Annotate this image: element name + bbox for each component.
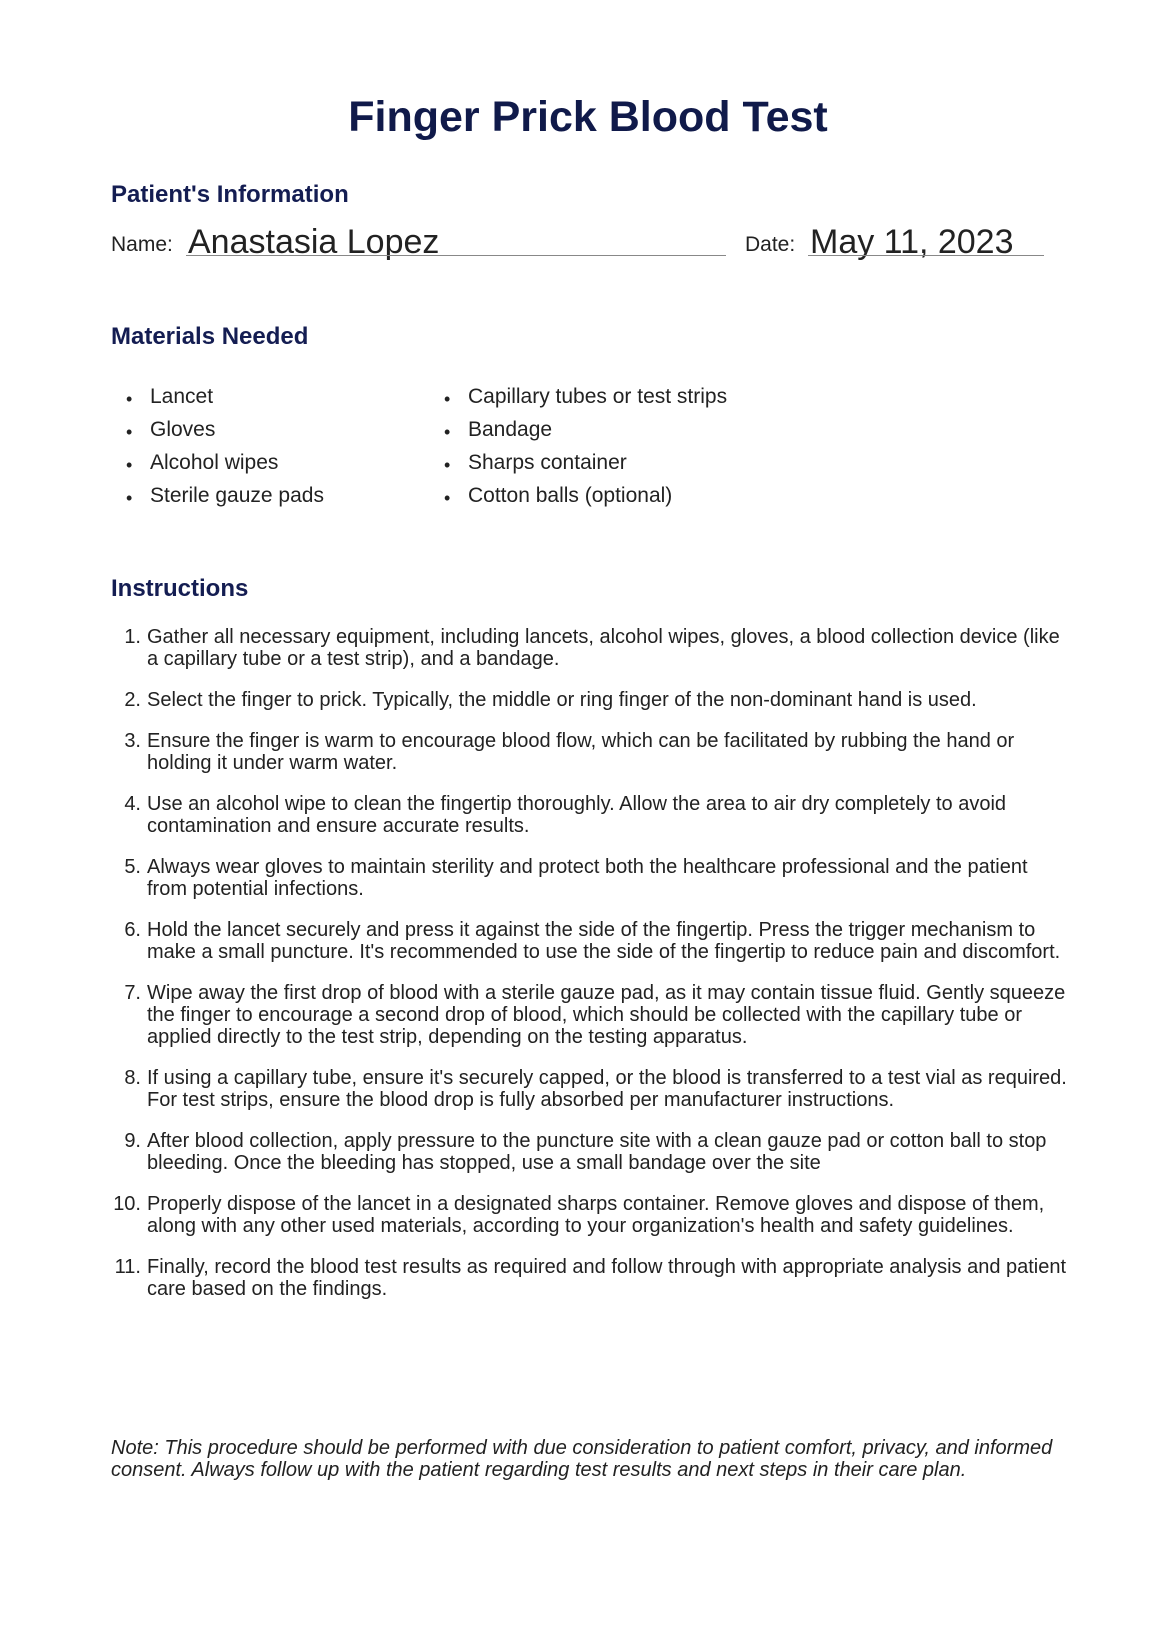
instruction-step (111, 982, 1071, 1048)
step-number: 9. (124, 1130, 141, 1152)
step-text: Properly dispose of the lancet in a designated sharps container. Remove gloves and dispose of them, along with any other used materials, according to your organization's health and safety guidelines. (147, 1193, 1045, 1237)
materials-list-right (444, 384, 727, 516)
list-item (444, 450, 727, 483)
material-label: Sterile gauze pads (150, 484, 324, 507)
step-number: 4. (124, 793, 141, 815)
step-number: 6. (124, 919, 141, 941)
instruction-step (111, 689, 1071, 711)
materials-list-left (126, 384, 324, 516)
instruction-step (111, 856, 1071, 900)
instruction-step (111, 1256, 1071, 1300)
list-item (126, 450, 324, 483)
list-item (126, 483, 324, 516)
name-field[interactable]: Anastasia Lopez (188, 223, 440, 261)
step-text: Finally, record the blood test results as required and follow through with appropriate analysis and patient care based on the findings. (147, 1256, 1067, 1300)
step-text: If using a capillary tube, ensure it's securely capped, or the blood is transferred to a test vial as required. For test strips, ensure the blood drop is fully absorbed per manufacturer instructions. (147, 1067, 1067, 1111)
material-label: Alcohol wipes (150, 451, 279, 474)
step-text: Hold the lancet securely and press it against the side of the fingertip. Press the trigger mechanism to make a small puncture. It's recommended to use the side of the fingertip to reduce pain and discomfort. (147, 919, 1061, 963)
step-text: Gather all necessary equipment, including lancets, alcohol wipes, gloves, a blood collection device (like a capillary tube or a test strip), and a bandage. (147, 626, 1060, 670)
material-label: Lancet (150, 385, 214, 408)
bullet-icon: • (444, 389, 451, 409)
procedure-note: Note: This procedure should be performed with due consideration to patient comfort, privacy, and informed consent. Always follow up with the patient regarding test results and next steps in their care plan. (111, 1437, 1053, 1481)
page-title: Finger Prick Blood Test (348, 93, 828, 141)
date-field[interactable]: May 11, 2023 (810, 223, 1014, 261)
list-item (444, 417, 727, 450)
step-number: 3. (124, 730, 141, 752)
instructions-heading: Instructions (111, 575, 249, 602)
step-text: Always wear gloves to maintain sterility and protect both the healthcare professional and the patient from potential infections. (147, 856, 1028, 900)
step-number: 7. (124, 982, 141, 1004)
bullet-icon: • (444, 488, 451, 508)
bullet-icon: • (126, 488, 133, 508)
list-item (126, 384, 324, 417)
step-text: Wipe away the first drop of blood with a sterile gauze pad, as it may contain tissue fluid. Gently squeeze the finger to encourage a second drop of blood, which should be collected with the capillary tube or applied directly to the test strip, depending on the testing apparatus. (147, 982, 1066, 1048)
list-item (444, 483, 727, 516)
bullet-icon: • (126, 389, 133, 409)
instruction-step (111, 793, 1071, 837)
patient-info-heading: Patient's Information (111, 181, 349, 208)
list-item (126, 417, 324, 450)
material-label: Bandage (468, 418, 553, 441)
instruction-step (111, 1067, 1071, 1111)
instruction-step (111, 730, 1071, 774)
step-number: 1. (124, 626, 141, 648)
instruction-step (111, 1193, 1071, 1237)
date-label: Date: (745, 233, 796, 256)
name-label: Name: (111, 233, 173, 256)
step-number: 11. (114, 1256, 141, 1278)
step-text: After blood collection, apply pressure to the puncture site with a clean gauze pad or cotton ball to stop bleeding. Once the bleeding has stopped, use a small bandage over the site (147, 1130, 1047, 1174)
bullet-icon: • (126, 422, 133, 442)
instruction-step (111, 1130, 1071, 1174)
step-number: 2. (124, 689, 141, 711)
material-label: Gloves (150, 418, 216, 441)
materials-heading: Materials Needed (111, 323, 309, 350)
step-number: 10. (113, 1193, 141, 1215)
material-label: Capillary tubes or test strips (468, 385, 728, 408)
date-underline (808, 255, 1044, 256)
material-label: Sharps container (468, 451, 627, 474)
instruction-step (111, 919, 1071, 963)
material-label: Cotton balls (optional) (468, 484, 673, 507)
list-item (444, 384, 727, 417)
step-text: Ensure the finger is warm to encourage blood flow, which can be facilitated by rubbing the hand or holding it under warm water. (147, 730, 1015, 774)
step-number: 8. (124, 1067, 141, 1089)
step-text: Use an alcohol wipe to clean the fingertip thoroughly. Allow the area to air dry completely to avoid contamination and ensure accurate results. (147, 793, 1007, 837)
bullet-icon: • (126, 455, 133, 475)
instructions-list (111, 626, 1071, 1319)
name-underline (186, 255, 726, 256)
step-text: Select the finger to prick. Typically, the middle or ring finger of the non-dominant hand is used. (147, 689, 977, 711)
bullet-icon: • (444, 422, 451, 442)
bullet-icon: • (444, 455, 451, 475)
instruction-step (111, 626, 1071, 670)
step-number: 5. (124, 856, 141, 878)
